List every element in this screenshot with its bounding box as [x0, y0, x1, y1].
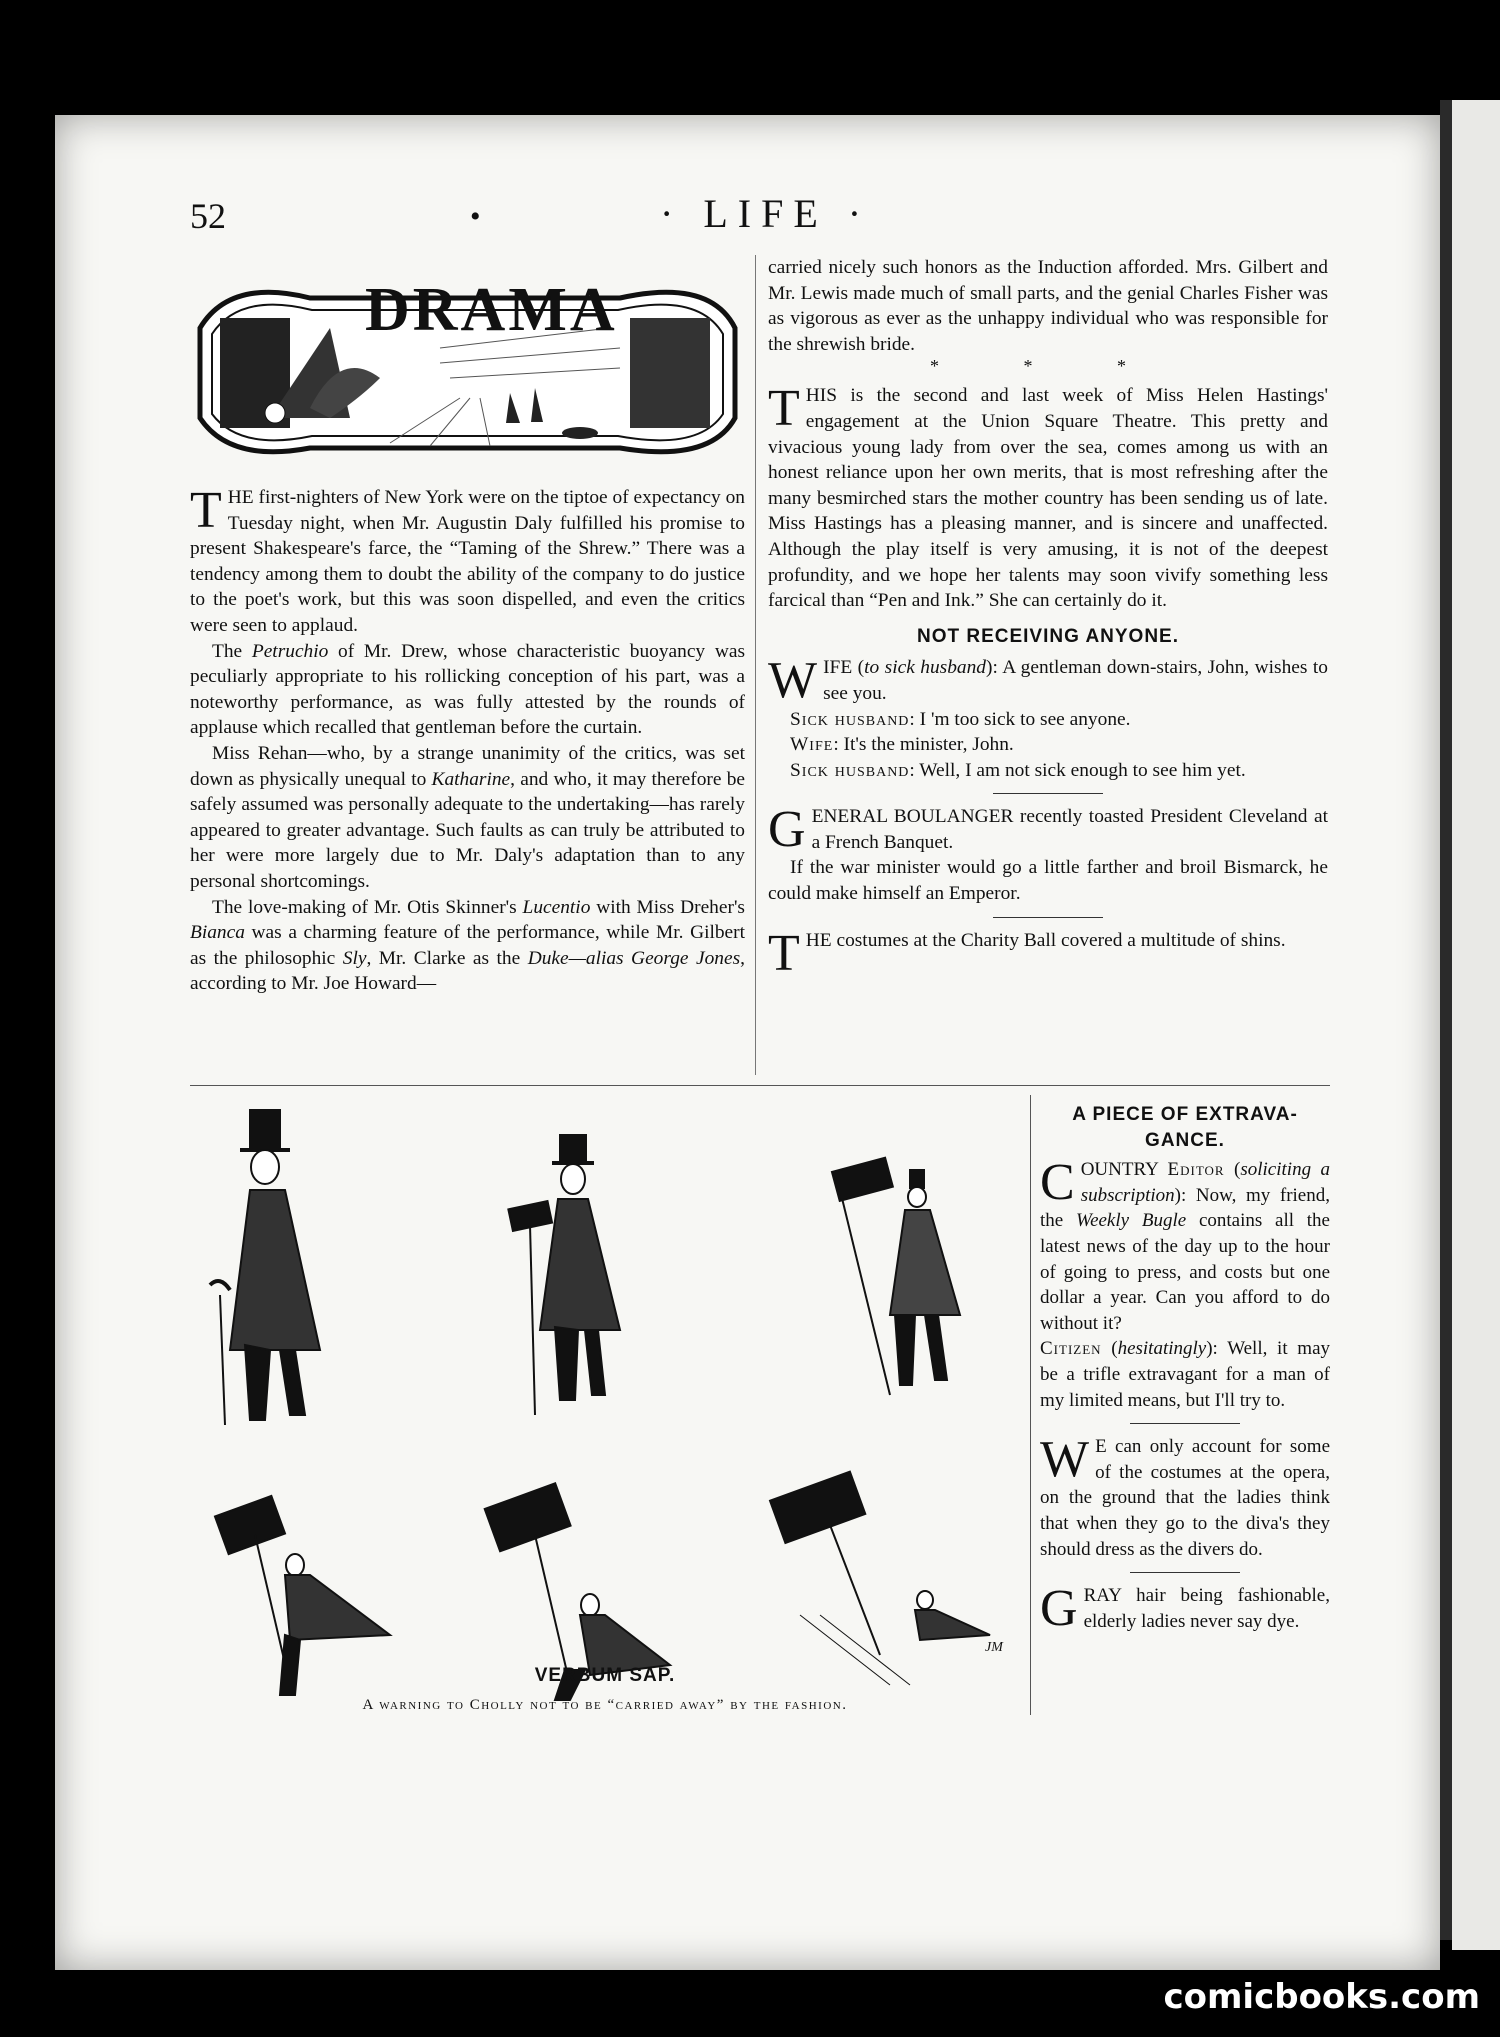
- facing-page-edge: [1452, 100, 1500, 1950]
- cartoon-panel-2: [508, 1135, 620, 1415]
- drama-role-name: Sly: [342, 947, 367, 969]
- watermark: comicbooks.com: [1163, 1977, 1480, 2017]
- drama-text: The love-making of Mr. Otis Skinner's: [212, 896, 523, 918]
- drama-text: was a charming feature of the performance, while Mr. Gilbert as the philosophic: [190, 922, 745, 969]
- drop-cap: W: [1040, 1431, 1090, 1489]
- drop-cap: T: [768, 380, 800, 438]
- drama-text: with Miss Dreher's: [590, 896, 745, 918]
- section-rule: [993, 917, 1103, 918]
- dialogue-text: ): A gentleman down-stairs, John, wishes to see you.: [823, 657, 1328, 704]
- drama-paragraph-1: HE first-nighters of New York were on the tiptoe of expectancy on Tuesday night, when Mr. Augustin Daly fulfilled his promise to present Shakespeare's farce, the “Taming of the Shrew.” There was a tendency among them to doubt the ability of the company to do justice to the poet's work, but this was soon dispelled, and even the critics were seen to applaud.: [190, 487, 745, 636]
- horizontal-rule: [190, 1085, 1330, 1086]
- cartoon-caption: A warning to Cholly not to be “carried away” by the fashion.: [362, 1697, 848, 1713]
- drama-text: Miss Rehan—who, by a strange unanimity of the critics, was set down as physically unequal to: [190, 742, 745, 790]
- right-text-column: [768, 255, 1328, 982]
- cartoon-panel-6: [770, 1472, 990, 1685]
- drama-review-column: [190, 482, 745, 997]
- cartoon-signature: JM: [985, 1640, 1003, 1655]
- stage-direction: soliciting a subscription: [1080, 1159, 1330, 1206]
- drama-role-name: Katharine: [431, 768, 511, 790]
- dialogue-text: contains all the latest news of the day up to the hour of going to press, and costs but one dollar a year. Can you afford to do without it?: [1040, 1210, 1330, 1334]
- ornament-dot: •: [470, 200, 481, 233]
- newspaper-name: Weekly Bugle: [1075, 1210, 1187, 1232]
- sidebar-column: [1040, 1100, 1331, 1638]
- drop-cap: W: [768, 652, 818, 710]
- page-number: 52: [190, 196, 226, 236]
- book-spine: [1440, 100, 1452, 1940]
- drop-cap: C: [1040, 1154, 1075, 1212]
- boulanger-paragraph-2: If the war minister would go a little farther and broil Bismarck, he could make himself an Emperor.: [768, 857, 1328, 905]
- speaker-name: Sick husband: [790, 708, 910, 730]
- drama-role-name: Bianca: [190, 922, 245, 944]
- dialogue-text: ): Now, my friend, the: [1040, 1184, 1330, 1232]
- drama-role-name: Petruchio: [251, 640, 329, 662]
- stage-direction: hesitatingly: [1117, 1338, 1207, 1360]
- dialogue-text: OUNTRY: [1080, 1159, 1168, 1181]
- stage-direction: to sick husband: [864, 657, 986, 679]
- opera-paragraph: E can only account for some of the costumes at the opera, on the ground that the ladies think that when they go to the diva's they should dress as the divers do.: [1040, 1436, 1330, 1560]
- drama-text: , Mr. Clarke as the: [366, 947, 528, 969]
- dialogue-text: IFE (: [823, 657, 865, 679]
- masthead: · LIFE ·: [660, 191, 872, 236]
- drop-cap: T: [190, 482, 222, 539]
- cartoon-panel-1: [210, 1110, 320, 1425]
- cartoon-panel-3: [832, 1158, 960, 1395]
- section-rule: [993, 793, 1103, 794]
- drop-cap: G: [768, 801, 806, 859]
- verbum-sap-cartoon: [190, 1095, 1020, 1715]
- extravagance-heading: A PIECE OF EXTRAVA-GANCE.: [1072, 1104, 1298, 1151]
- drama-text: of Mr. Drew, whose characteristic buoyancy was peculiarly appropriate to his rollicking conception of his part, was a noteworthy performance, as was fully attested by the rounds of applause which recalled that gentleman before the curtain.: [190, 640, 745, 739]
- drama-paragraph-continued: carried nicely such honors as the Induction afforded. Mrs. Gilbert and Mr. Lewis made much of small parts, and the genial Charles Fisher was as vigorous as ever as the unhappy individual who was responsible for the shrewish bride.: [768, 257, 1328, 355]
- speaker-name: Citizen: [1040, 1338, 1102, 1360]
- drop-cap: G: [1040, 1580, 1078, 1638]
- drama-banner-title: DRAMA: [365, 276, 618, 344]
- speaker-name: Editor: [1167, 1159, 1225, 1181]
- drama-role-name: Duke—alias George Jones: [527, 947, 741, 969]
- speaker-name: Sick husband: [790, 759, 910, 781]
- drama-text: , according to Mr. Joe Howard—: [190, 947, 745, 995]
- dialogue-text: (: [1101, 1338, 1118, 1360]
- drama-text: , and who, it may therefore be safely assumed was personally adequate to the undertaking—has rarely appeared to greater advantage. Such faults as can truly be attributed to her were more largely due to Mr. Daly's adaptation than to any personal shortcomings.: [190, 768, 745, 892]
- cartoon-title: VERBUM SAP.: [534, 1665, 676, 1686]
- dialogue-text: ): Well, it may be a trifle extravagant for a man of my limited means, but I'll try to.: [1040, 1338, 1331, 1411]
- dialogue-text: (: [1224, 1159, 1241, 1181]
- dialogue-text: : I 'm too sick to see anyone.: [909, 708, 1131, 730]
- section-stars: * * *: [930, 356, 1166, 377]
- charity-ball-paragraph: HE costumes at the Charity Ball covered a multitude of shins.: [805, 929, 1286, 951]
- hastings-paragraph: HIS is the second and last week of Miss Helen Hastings' engagement at the Union Square Theatre. This pretty and vivacious young lady from over the sea, comes among us with an honest reliance upon her own merits, that is most refreshing after the many besmirched stars the mother country has been sending us of late. Miss Hastings has a pleasing manner, and is sincere and unaffected. Although the play itself is very amusing, it is not of the deepest profundity, and we hope her talents may soon vivify something less farcical than “Pen and Ink.” She can certainly do it.: [768, 385, 1328, 612]
- boulanger-paragraph: ENERAL BOULANGER recently toasted President Cleveland at a French Banquet.: [811, 806, 1328, 853]
- dialogue-text: : It's the minister, John.: [833, 734, 1014, 756]
- drop-cap: T: [768, 924, 800, 982]
- gray-hair-paragraph: RAY hair being fashionable, elderly ladies never say dye.: [1083, 1585, 1330, 1632]
- section-rule: [1130, 1423, 1240, 1424]
- speaker-name: Wife: [790, 734, 834, 756]
- dialogue-text: : Well, I am not sick enough to see him yet.: [909, 759, 1246, 781]
- not-receiving-heading: NOT RECEIVING ANYONE.: [916, 625, 1180, 647]
- drama-text: The: [212, 640, 252, 662]
- column-rule: [755, 255, 756, 1075]
- sidebar-rule: [1030, 1095, 1031, 1715]
- drama-role-name: Lucentio: [522, 896, 591, 918]
- section-rule: [1130, 1572, 1240, 1573]
- scan-border: [0, 0, 1500, 110]
